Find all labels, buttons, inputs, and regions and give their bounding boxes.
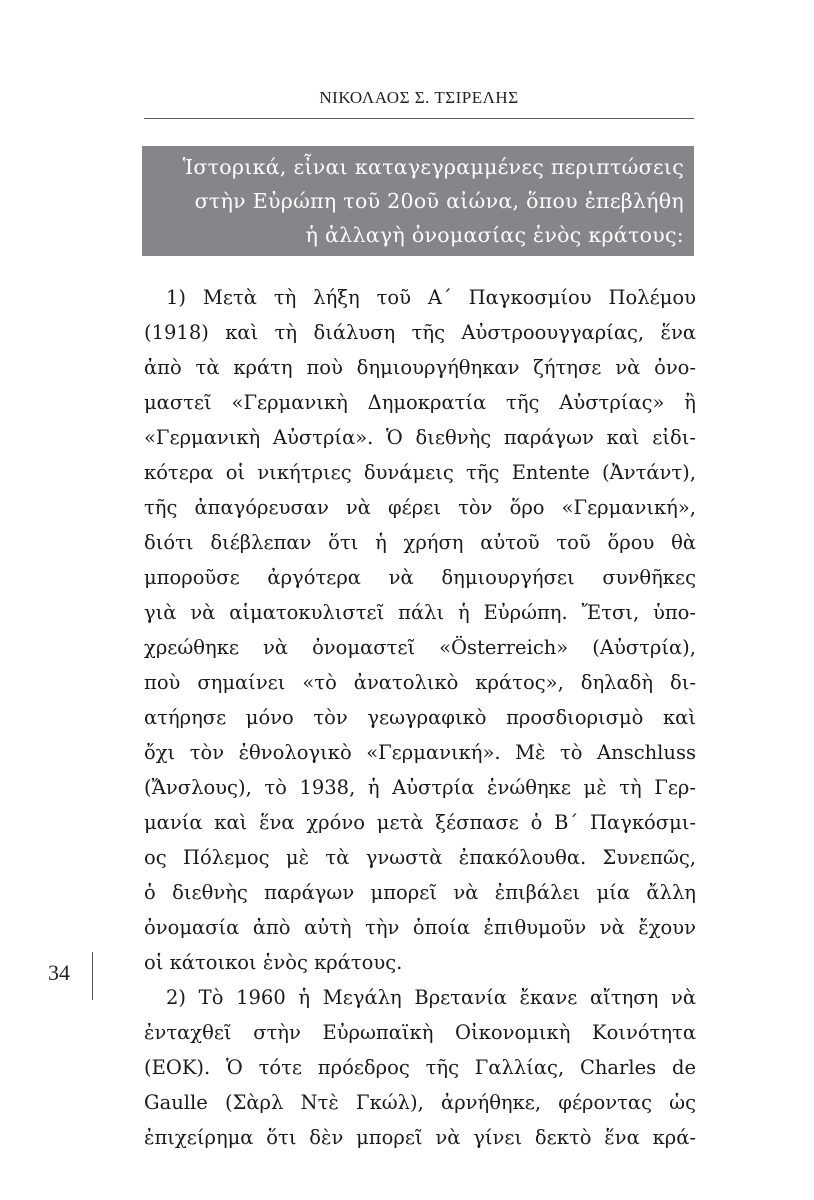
text-line: τῆς ἀπαγόρευσαν νὰ φέρει τὸν ὅρο «Γερμανική», bbox=[144, 496, 696, 519]
text-line: ἐπιχείρημα ὅτι δὲν μπορεῖ νὰ γίνει δεκτὸ ἕνα κρά- bbox=[144, 1126, 696, 1149]
callout-line: Ἱστορικά, εἶναι καταγεγραμμένες περιπτώσεις bbox=[182, 155, 684, 179]
text-line: χρεώθηκε νὰ ὀνομαστεῖ «Österreich» (Αὐστρία), bbox=[144, 636, 696, 659]
text-line: ὁ διεθνὴς παράγων μπορεῖ νὰ ἐπιβάλει μία ἄλλη bbox=[144, 881, 696, 904]
margin-rule bbox=[92, 952, 93, 1000]
text-line: (Ἄνσλους), τὸ 1938, ἡ Αὐστρία ἑνώθηκε μὲ τὴ Γερ- bbox=[144, 776, 696, 799]
callout-line: ἡ ἀλλαγὴ ὀνομασίας ἑνὸς κράτους: bbox=[305, 223, 684, 247]
text-line: γιὰ νὰ αἱματοκυλιστεῖ πάλι ἡ Εὐρώπη. Ἔτσι, ὑπο- bbox=[144, 601, 696, 624]
paragraph-1-start: 1) Μετὰ τὴ λήξη τοῦ Α΄ Παγκοσμίου Πολέμου bbox=[166, 286, 696, 309]
paragraph-2-start: 2) Τὸ 1960 ἡ Μεγάλη Βρετανία ἔκανε αἴτηση νὰ bbox=[166, 986, 696, 1009]
text-line: ος Πόλεμος μὲ τὰ γνωστὰ ἐπακόλουθα. Συνεπῶς, bbox=[144, 846, 696, 869]
header-rule bbox=[144, 118, 694, 119]
callout-line: στὴν Εὐρώπη τοῦ 20οῦ αἰώνα, ὅπου ἐπεβλήθη bbox=[194, 189, 684, 213]
text-line: ὀνομασία ἀπὸ αὐτὴ τὴν ὁποία ἐπιθυμοῦν νὰ ἔχουν bbox=[144, 916, 696, 939]
text-line: διότι διέβλεπαν ὅτι ἡ χρήση αὐτοῦ τοῦ ὅρου θὰ bbox=[144, 531, 696, 554]
text-line: «Γερμανικὴ Αὐστρία». Ὁ διεθνὴς παράγων καὶ εἰδι- bbox=[144, 426, 696, 449]
text-line: μαστεῖ «Γερμανικὴ Δημοκρατία τῆς Αὐστρίας» ἢ bbox=[144, 391, 696, 414]
text-line: ὄχι τὸν ἐθνολογικὸ «Γερμανική». Μὲ τὸ Anschluss bbox=[144, 741, 696, 764]
text-line: μποροῦσε ἀργότερα νὰ δημιουργήσει συνθῆκες bbox=[144, 566, 696, 589]
text-line: ἐνταχθεῖ στὴν Εὐρωπαϊκὴ Οἰκονομικὴ Κοινότητα bbox=[144, 1021, 696, 1044]
text-line: (ΕΟΚ). Ὁ τότε πρόεδρος τῆς Γαλλίας, Charles de bbox=[144, 1056, 696, 1079]
text-line: μανία καὶ ἕνα χρόνο μετὰ ξέσπασε ὁ Β΄ Παγκόσμι- bbox=[144, 811, 696, 834]
text-line: ἀπὸ τὰ κράτη ποὺ δημιουργήθηκαν ζήτησε νὰ ὀνο- bbox=[144, 356, 696, 379]
text-line: Gaulle (Σὰρλ Ντὲ Γκώλ), ἀρνήθηκε, φέροντας ὡς bbox=[144, 1091, 696, 1114]
page-number: 34 bbox=[48, 960, 70, 985]
running-head: ΝΙΚΟΛΑΟΣ Σ. ΤΣΙΡΕΛΗΣ bbox=[319, 88, 519, 107]
text-line: (1918) καὶ τὴ διάλυση τῆς Αὐστροουγγαρίας, ἕνα bbox=[144, 321, 696, 344]
text-line: κότερα οἱ νικήτριες δυνάμεις τῆς Entente (Ἀντάντ), bbox=[144, 461, 696, 484]
body-text bbox=[144, 280, 696, 1155]
text-line: ατήρησε μόνο τὸν γεωγραφικὸ προσδιορισμὸ καὶ bbox=[144, 706, 696, 729]
callout-box bbox=[142, 146, 694, 256]
text-line: ποὺ σημαίνει «τὸ ἀνατολικὸ κράτος», δηλαδὴ δι- bbox=[144, 671, 696, 694]
paragraph-1-end: οἱ κάτοικοι ἑνὸς κράτους. bbox=[144, 951, 403, 974]
